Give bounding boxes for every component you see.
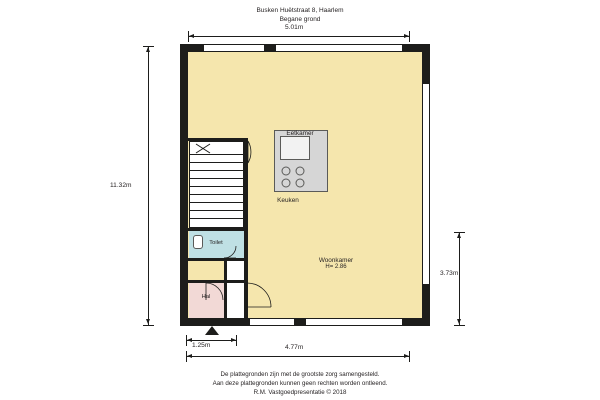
- room-label-toilet: Toilet: [209, 240, 223, 246]
- room-label-woonkamer-text: Woonkamer: [318, 257, 354, 264]
- plan-header: [0, 6, 600, 24]
- footer-line-1: De plattegronden zijn met de grootste zorg samengesteld.: [220, 371, 380, 378]
- dim-bottom-label: 4.77m: [285, 344, 304, 351]
- dim-right-label: 3.73m: [440, 270, 459, 277]
- dim-right-tick-bottom: [454, 325, 465, 326]
- dim-left-label: 11.32m: [110, 182, 132, 189]
- dim-bottom-arrow-left: [187, 354, 192, 358]
- dim-top-arrow-left: [189, 34, 194, 38]
- dim-bottom-left-label: 1.25m: [192, 342, 211, 349]
- dim-left-arrow-bottom: [146, 319, 150, 324]
- property-address: Busken Huëtstraat 8, Haarlem: [256, 7, 344, 14]
- dim-bottom-left-line: [186, 340, 236, 341]
- dim-bottom-left-arrow-right: [231, 338, 236, 342]
- footer-line-3: R.M. Vastgoedpresentatie © 2018: [253, 389, 347, 396]
- dim-left-tick-bottom: [143, 325, 154, 326]
- plan-footer: [0, 370, 600, 397]
- dim-right-arrow-top: [457, 233, 461, 238]
- dim-bottom-tick-right: [409, 351, 410, 362]
- floorplan: [180, 44, 430, 326]
- dim-top-arrow-right: [404, 34, 409, 38]
- footer-line-2: Aan deze plattegronden kunnen geen rechten worden ontleend.: [212, 380, 388, 387]
- dim-bottom-line: [186, 356, 410, 357]
- room-label-woonkamer: [288, 257, 384, 270]
- dim-bottom-arrow-right: [404, 354, 409, 358]
- dim-left-arrow-top: [146, 47, 150, 52]
- dim-right-arrow-bottom: [457, 319, 461, 324]
- dim-top-tick-right: [409, 31, 410, 42]
- door-arcs: [180, 44, 430, 326]
- dim-top-line: [188, 36, 410, 37]
- room-label-hal: Hal: [201, 294, 211, 300]
- entrance-marker-icon: [205, 326, 219, 335]
- dim-top-label: 5.01m: [285, 24, 304, 31]
- dim-left-line: [148, 46, 149, 326]
- room-label-eetkamer: Eetkamer: [286, 130, 314, 137]
- room-label-keuken: Keuken: [277, 197, 299, 204]
- dim-bottom-left-tick-right: [236, 335, 237, 346]
- dim-right-line: [459, 232, 460, 326]
- room-label-woonkamer-height: H= 2.86: [325, 264, 347, 270]
- floor-name: Begane grond: [279, 16, 321, 23]
